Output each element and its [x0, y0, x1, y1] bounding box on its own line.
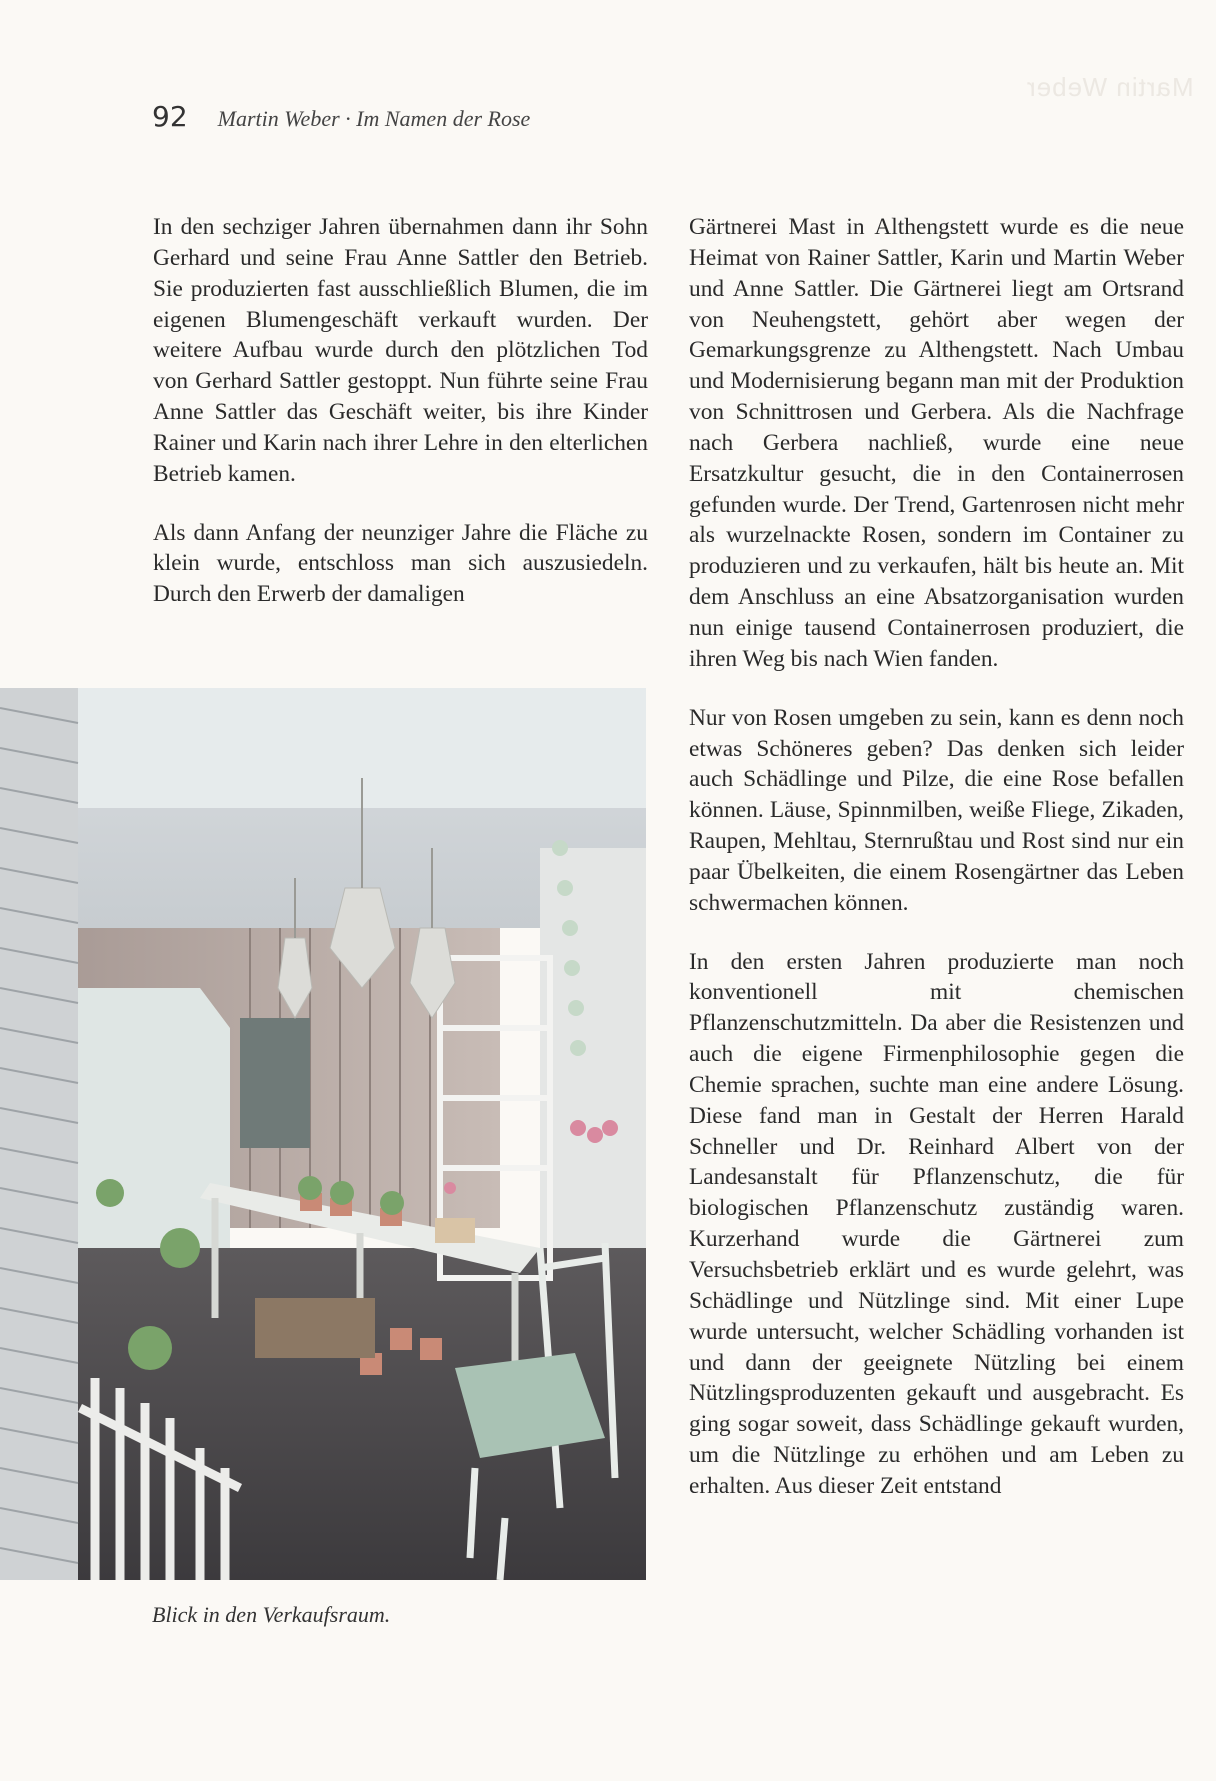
ceiling-glass	[70, 688, 646, 808]
paragraph: In den ersten Jahren produzierte man noch konventionell mit chemischen Pflanzenschutzmitteln. Da aber die Resistenzen und auch die eigene Firmenphilosophie gegen die Chemie sprachen, suchte man eine andere Lösung. Diese fand man in Gestalt der Herren Harald Schneller und Dr. Reinhard Albert von der Landesanstalt für Pflanzenschutz, die für biologischen Pflanzenschutz zuständig waren. Kurzerhand wurde die Gärtnerei zum Versuchsbetrieb erklärt und es wurde gelehrt, was Schädlinge und Nützlinge sind. Mit einer Lupe wurde untersucht, welcher Schädling vorhanden ist und dann der geeignete Nützling bei einem Nützlingsproduzenten gekauft und ausgebracht. Es ging sogar soweit, dass Schädlinge gekauft wurden, um die Nützlinge zu erhöhen und am Leben zu erhalten. Aus dieser Zeit entstand	[689, 948, 1184, 1499]
page-header	[152, 100, 530, 133]
salesroom-illustration	[0, 688, 646, 1580]
window	[240, 1018, 310, 1148]
right-column	[689, 212, 1184, 1502]
left-column	[153, 212, 648, 610]
running-head: Martin Weber · Im Namen der Rose	[217, 106, 531, 131]
page-number: 92	[152, 100, 188, 133]
paragraph: Als dann Anfang der neunziger Jahre die Fläche zu klein wurde, entschloss man sich auszusiedeln. Durch den Erwerb der damaligen	[153, 519, 648, 608]
paragraph: Nur von Rosen umgeben zu sein, kann es denn noch etwas Schöneres geben? Das denken sich leider auch Schädlinge und Pilze, die eine Rose befallen können. Läuse, Spinnmilben, weiße Fliege, Zikaden, Raupen, Mehltau, Sternrußtau und Rost sind nur ein paar Übelkeiten, die einem Rosengärtner das Leben schwermachen können.	[689, 704, 1184, 916]
salesroom-photo	[0, 688, 646, 1580]
right-wall	[540, 848, 646, 1268]
paragraph: In den sechziger Jahren übernahmen dann ihr Sohn Gerhard und seine Frau Anne Sattler den Betrieb. Sie produzierten fast ausschließlich Blumen, die im eigenen Blumengeschäft verkauft wurden. Der weitere Aufbau wurde durch den plötzlichen Tod von Gerhard Sattler gestoppt. Nun führte seine Frau Anne Sattler das Geschäft weiter, bis ihre Kinder Rainer und Karin nach ihrer Lehre in den elterlichen Betrieb kamen.	[153, 214, 648, 487]
greenhouse-opening	[60, 988, 230, 1248]
bleed-through-text: Martin Weber	[1026, 72, 1194, 102]
paragraph: Gärtnerei Mast in Althengstett wurde es die neue Heimat von Rainer Sattler, Karin und Martin Weber und Anne Sattler. Die Gärtnerei liegt am Ortsrand von Neuhengstett, gehört aber wegen der Gemarkungsgrenze zu Althengstett. Nach Umbau und Modernisierung begann man mit der Produktion von Schnittrosen und Gerbera. Als die Nachfrage nach Gerbera nachließ, wurde eine neue Ersatzkultur gesucht, die in den Containerrosen gefunden wurde. Der Trend, Gartenrosen nicht mehr als wurzelnackte Rosen, sondern im Container zu produzieren und zu verkaufen, hält bis heute an. Mit dem Anschluss an eine Absatzorganisation wurden nun einige tausend Containerrosen produziert, die ihren Weg bis nach Wien fanden.	[689, 214, 1184, 672]
figure-caption: Blick in den Verkaufsraum.	[152, 1602, 391, 1627]
wicker-basket	[255, 1298, 375, 1358]
wicker-column	[0, 688, 78, 1580]
